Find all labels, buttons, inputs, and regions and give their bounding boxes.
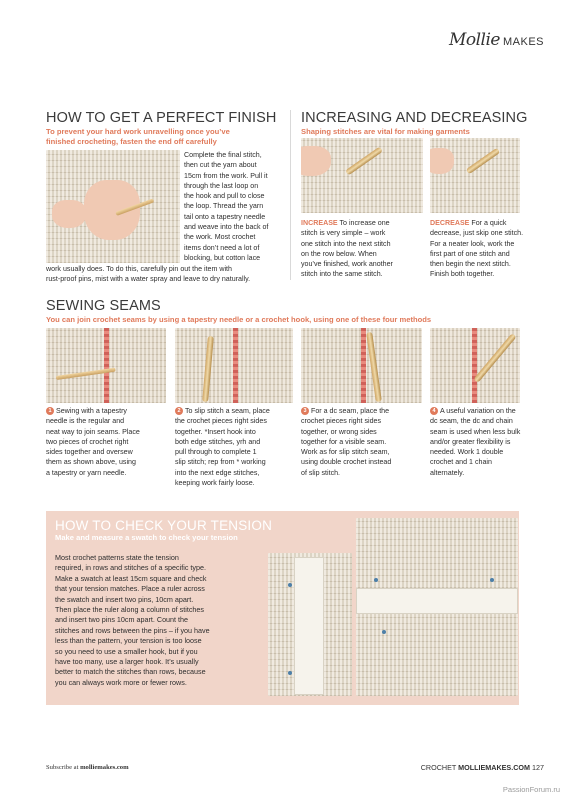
text-line: together for a visible seam.	[301, 437, 387, 446]
text-line: slip stitch; rep from * working	[175, 458, 266, 467]
subscribe-prefix: Subscribe at	[46, 764, 81, 771]
text-line: one stitch into the next stitch	[301, 239, 391, 248]
text-line: For a neater look, work the	[430, 239, 515, 248]
subscribe-site: molliemakes.com	[80, 764, 129, 771]
text-line: sides together and oversew	[46, 448, 133, 457]
text-line: tail onto a tapestry needle	[184, 212, 266, 221]
step-number-badge: 1	[46, 407, 54, 415]
seam-photo-3	[301, 328, 422, 403]
hand-shape	[301, 146, 331, 176]
tension-photo-vertical	[268, 553, 352, 696]
text-line: the swatch and insert two pins, 10cm apart.	[55, 594, 194, 604]
increase-title: INCREASING AND DECREASING	[301, 110, 528, 126]
text-line: so you need to use a smaller hook, but if you	[55, 646, 198, 656]
tension-photo-horizontal	[356, 518, 518, 696]
column-divider	[290, 110, 291, 280]
text-line: and/or greater flexibility is	[430, 437, 511, 446]
seam-step-4	[430, 406, 525, 478]
text-line: stitch into the same stitch.	[301, 270, 383, 279]
text-line: 15cm from the work. Pull it	[184, 171, 268, 180]
step-number-badge: 4	[430, 407, 438, 415]
seam-photo-4	[430, 328, 520, 403]
text-line: alternately.	[430, 468, 465, 477]
text-line: and weave into the back of	[184, 223, 269, 232]
text-line: have too many, use a larger hook. It’s usually	[55, 657, 199, 667]
text-line: together, or wrong sides	[301, 427, 377, 436]
text-line: then cut the yarn about	[184, 161, 257, 170]
finish-subtitle-1: To prevent your hard work unravelling once you’ve	[46, 127, 230, 136]
text-line: that your tension matches. Place a ruler across	[55, 584, 205, 594]
pin-marker	[288, 583, 292, 587]
pin-marker	[382, 630, 386, 634]
text-line-rest: To increase one	[337, 219, 390, 227]
text-line: them as shown above, using	[46, 458, 136, 467]
page-footer	[421, 763, 544, 772]
seams-title: SEWING SEAMS	[46, 298, 161, 314]
step-number-badge: 3	[301, 407, 309, 415]
text-line: the hook and pull to close	[184, 192, 265, 201]
finish-subtitle-2: finished crocheting, fasten the end off carefully	[46, 137, 217, 146]
tension-ruler	[356, 588, 518, 614]
text-line: crochet and 1 chain	[430, 458, 492, 467]
seam-yarn	[361, 328, 366, 403]
watermark: PassionForum.ru	[502, 785, 560, 794]
text-line: dc seam, the dc and chain	[430, 417, 513, 426]
text-line: you’ve finished, work another	[301, 260, 393, 269]
text-line: decrease, just skip one stitch.	[430, 229, 524, 238]
finish-title: HOW TO GET A PERFECT FINISH	[46, 110, 277, 126]
seam-yarn	[472, 328, 477, 403]
text-line: into the next edge stitches,	[175, 468, 260, 477]
footer-section: CROCHET	[420, 763, 459, 772]
finish-text-wide	[46, 264, 291, 285]
text-line: Complete the final stitch,	[184, 151, 262, 159]
text-line-rest: A useful variation on the	[440, 407, 516, 415]
seam-step-3	[301, 406, 425, 478]
seam-yarn	[104, 328, 109, 403]
text-line: less than the pattern, your tension is too loose	[55, 636, 202, 646]
text-line: Finish both together.	[430, 270, 495, 279]
decrease-label: DECREASE	[430, 219, 470, 227]
text-line: on the row below. When	[301, 249, 377, 258]
brand-caps: MAKES	[502, 36, 544, 48]
pin-marker	[288, 671, 292, 675]
text-line: two pieces of crochet right	[46, 437, 129, 446]
footer-site: MOLLIEMAKES.COM	[458, 763, 530, 772]
text-line	[301, 218, 426, 228]
text-line: seam is used when less bulk	[430, 427, 521, 436]
finish-text	[184, 150, 288, 263]
page-number: 127	[530, 763, 544, 772]
crochet-hook	[202, 336, 214, 402]
text-line: and insert two pins 10cm apart. Count the	[55, 615, 189, 625]
text-line: keeping work fairly loose.	[175, 479, 255, 488]
text-line: rust-proof pins, mist with a water spray and leave to dry naturally.	[46, 275, 251, 284]
text-line: both edge stitches, yrh and	[175, 437, 261, 446]
text-line-rest: To slip stitch a seam, place	[185, 407, 270, 415]
step-number-badge: 2	[175, 407, 183, 415]
tension-text	[55, 553, 267, 688]
text-line: stitches and rows between the pins – if you have	[55, 625, 210, 635]
increase-photo	[301, 138, 423, 213]
text-line: crochet pieces right sides	[301, 417, 382, 426]
finish-photo	[46, 150, 180, 263]
text-line: of slip stitch.	[301, 468, 341, 477]
hand-shape	[430, 148, 454, 174]
text-line	[301, 406, 425, 416]
text-line-rest: For a dc seam, place the	[311, 407, 390, 415]
text-line: through the last loop on	[184, 181, 259, 190]
tension-ruler	[294, 557, 324, 695]
text-line: the crochet pieces right sides	[175, 417, 267, 426]
text-line	[46, 406, 168, 416]
text-line	[430, 218, 525, 228]
text-line: the work. Most crochet	[184, 233, 256, 242]
crochet-hook	[473, 333, 516, 383]
text-line: using double crochet instead	[301, 458, 392, 467]
crochet-hook	[466, 148, 501, 175]
text-line: needed. Work 1 double	[430, 448, 504, 457]
text-line: first part of one stitch and	[430, 249, 510, 258]
decrease-text	[430, 218, 525, 280]
tension-title: HOW TO CHECK YOUR TENSION	[55, 518, 273, 533]
pin-marker	[490, 578, 494, 582]
increase-subtitle: Shaping stitches are vital for making garments	[301, 127, 470, 136]
text-line: then begin the next stitch.	[430, 260, 511, 269]
hand-shape	[52, 200, 86, 228]
text-line: items don’t need a lot of	[184, 243, 260, 252]
text-line: blocking, but cotton lace	[184, 253, 261, 262]
text-line: needle is the regular and	[46, 417, 125, 426]
text-line: neat way to join seams. Place	[46, 427, 140, 436]
text-line: Work as for slip stitch seam,	[301, 448, 390, 457]
text-line: together. *Insert hook into	[175, 427, 256, 436]
text-line: better to match the stitches than rows, because	[55, 667, 206, 677]
text-line-rest: Sewing with a tapestry	[56, 407, 127, 415]
subscribe-footer	[46, 764, 129, 771]
text-line: stitch is very simple – work	[301, 229, 386, 238]
pin-marker	[374, 578, 378, 582]
text-line: you can always work more or fewer rows.	[55, 677, 187, 687]
tension-subtitle: Make and measure a swatch to check your tension	[55, 533, 238, 542]
text-line: Then place the ruler along a column of stitches	[55, 605, 205, 615]
seam-step-1	[46, 406, 168, 478]
crochet-hook	[345, 146, 383, 175]
increase-text	[301, 218, 426, 280]
text-line: required, in rows and stitches of a specific type.	[55, 563, 207, 573]
seam-photo-2	[175, 328, 293, 403]
text-line: the loop. Thread the yarn	[184, 202, 264, 211]
seam-step-2	[175, 406, 297, 488]
brand-script: Mollie	[448, 30, 500, 50]
crochet-hook	[366, 332, 382, 402]
text-line-rest: For a quick	[469, 219, 507, 227]
seams-subtitle: You can join crochet seams by using a tapestry needle or a crochet hook, using one of these four methods	[46, 315, 432, 324]
seam-yarn	[233, 328, 238, 403]
text-line: Make a swatch at least 15cm square and check	[55, 573, 207, 583]
text-line: a tapestry or yarn needle.	[46, 468, 127, 477]
decrease-photo	[430, 138, 520, 213]
text-line: work usually does. To do this, carefully pin out the item with	[46, 265, 232, 273]
text-line	[175, 406, 297, 416]
seam-photo-1	[46, 328, 166, 403]
brand-logo	[449, 30, 544, 50]
text-line: Most crochet patterns state the tension	[55, 553, 179, 562]
text-line: pull through to complete 1	[175, 448, 257, 457]
increase-label: INCREASE	[301, 219, 338, 227]
text-line	[430, 406, 525, 416]
